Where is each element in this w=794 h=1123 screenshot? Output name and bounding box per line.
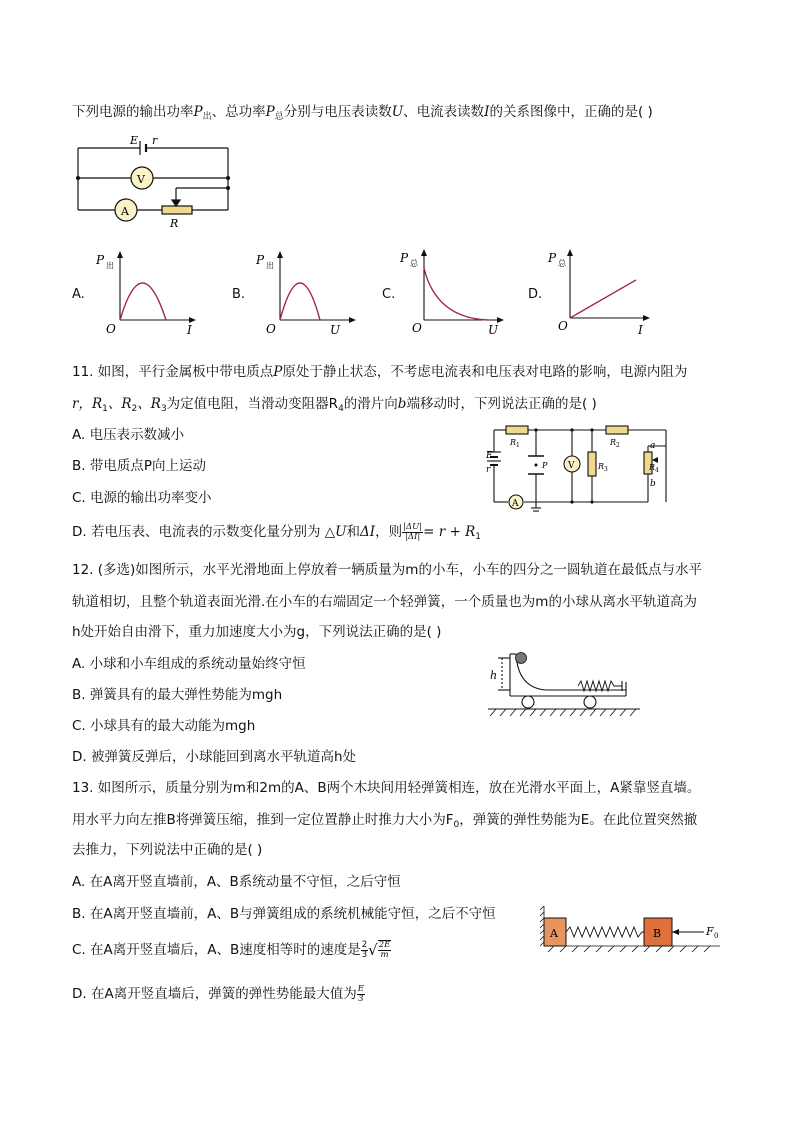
svg-text:O: O: [412, 321, 422, 335]
q12-option-c[interactable]: C. 小球具有的最大动能为mgh: [72, 718, 256, 734]
svg-text:总: 总: [558, 259, 566, 268]
svg-text:V: V: [568, 461, 575, 471]
q11-stem-line1: 11. 如图，平行金属板中带电质点P原处于静止状态，不考虑电流表和电压表对电路的影响，电源内阻为: [72, 364, 688, 380]
svg-text:O: O: [266, 322, 276, 336]
height-label: h: [490, 669, 498, 682]
svg-text:R: R: [610, 438, 617, 447]
q12-stem-line2: 轨道相切，且整个轨道表面光滑.在小车的右端固定一个轻弹簧，一个质量也为m的小球从离水平轨道高为: [72, 594, 697, 610]
svg-text:P: P: [542, 461, 548, 470]
block-a-label: A: [550, 927, 558, 940]
svg-text:O: O: [558, 319, 568, 333]
svg-text:1: 1: [516, 442, 520, 449]
svg-text:P: P: [548, 251, 557, 265]
svg-text:3: 3: [604, 466, 608, 473]
svg-text:P: P: [400, 251, 409, 265]
q12-option-a[interactable]: A. 小球和小车组成的系统动量始终守恒: [72, 656, 306, 672]
svg-text:P: P: [96, 253, 105, 267]
svg-text:总: 总: [410, 259, 418, 268]
svg-text:E: E: [486, 451, 493, 461]
svg-text:U: U: [330, 323, 341, 337]
q11-circuit-diagram: [484, 422, 694, 517]
svg-text:O: O: [106, 322, 116, 336]
q12-stem-line3: h处开始自由滑下，重力加速度大小为g，下列说法正确的是( ): [72, 624, 442, 640]
q11-option-a[interactable]: A. 电压表示数减小: [72, 427, 185, 443]
voltmeter-label: V: [137, 173, 145, 186]
svg-text:4: 4: [655, 467, 659, 474]
q12-cart-figure: [488, 648, 640, 718]
ammeter-label: A: [121, 205, 129, 218]
svg-text:P: P: [256, 253, 265, 267]
q12-option-d[interactable]: D. 被弹簧反弹后，小球能回到离水平轨道高h处: [72, 749, 357, 765]
q11-option-b[interactable]: B. 带电质点P向上运动: [72, 458, 206, 474]
q10-option-c-graph[interactable]: [400, 246, 510, 336]
q11-option-d[interactable]: D. 若电压表、电流表的示数变化量分别为 △U和ΔI，则 $\frac{|\Delta U|}{|\Delta I|}$ = $r + R_1$: [72, 521, 482, 542]
svg-text:a: a: [650, 441, 656, 451]
svg-text:b: b: [650, 479, 656, 489]
svg-text:R: R: [649, 463, 656, 472]
q13-stem-line1: 13. 如图所示，质量分别为m和2m的A、B两个木块间用轻弹簧相连，放在光滑水平面上，A紧靠竖直墙。: [72, 780, 701, 796]
q10-stem: 下列电源的输出功率$P_出$、总功率$P_总$分别与电压表读数U、电流表读数I的关系图像中，正确的是( ): [72, 104, 653, 122]
svg-text:I: I: [638, 323, 643, 337]
q13-option-c[interactable]: C. 在A离开竖直墙后，A、B速度相等时的速度是 $\frac{2}{3}$ √ $\frac{2E}{m}$: [72, 939, 391, 960]
internal-resistance-label: r: [152, 134, 158, 147]
q13-option-b[interactable]: B. 在A离开竖直墙前，A、B与弹簧组成的系统机械能守恒，之后不守恒: [72, 906, 496, 922]
svg-text:出: 出: [106, 261, 114, 270]
svg-text:r: r: [486, 465, 491, 475]
svg-text:R: R: [510, 438, 517, 447]
q13-stem-line3: 去推力，下列说法中正确的是( ): [72, 842, 263, 858]
svg-text:2: 2: [616, 442, 620, 449]
q11-option-c[interactable]: C. 电源的输出功率变小: [72, 490, 212, 506]
battery-emf-label: E: [130, 134, 139, 147]
q13-option-d[interactable]: D. 在A离开竖直墙后，弹簧的弹性势能最大值为 $\frac{E}{3}$: [72, 983, 364, 1004]
q13-option-a[interactable]: A. 在A离开竖直墙前，A、B系统动量不守恒，之后守恒: [72, 874, 401, 890]
q10-option-d-graph[interactable]: [548, 246, 658, 336]
q12-stem-line1: 12. (多选)如图所示，水平光滑地面上停放着一辆质量为m的小车，小车的四分之一圆轨道在最低点与水平: [72, 562, 702, 578]
q10-circuit-diagram: [72, 130, 237, 230]
q10-option-a-label[interactable]: A.: [72, 287, 85, 302]
q10-option-c-label[interactable]: C.: [382, 287, 396, 302]
svg-text:A: A: [512, 499, 519, 509]
svg-text:R: R: [598, 462, 605, 471]
svg-text:I: I: [187, 323, 192, 337]
q10-option-b-graph[interactable]: [252, 248, 362, 336]
q10-option-a-graph[interactable]: [92, 248, 202, 336]
svg-text:出: 出: [266, 261, 274, 270]
block-b-label: B: [653, 927, 662, 940]
q10-option-d-label[interactable]: D.: [528, 287, 543, 302]
rheostat-label: R: [170, 217, 179, 230]
q13-blocks-figure: [540, 902, 730, 954]
q10-option-b-label[interactable]: B.: [232, 287, 246, 302]
svg-text:U: U: [488, 323, 499, 337]
force-label: F: [706, 925, 714, 938]
svg-text:0: 0: [714, 932, 719, 940]
q13-stem-line2: 用水平力向左推B将弹簧压缩，推到一定位置静止时推力大小为$F_0$，弹簧的弹性势能为E。在此位置突然撤: [72, 812, 698, 830]
q11-stem-line2: r，$R_1$、$R_2$、$R_3$为定值电阻，当滑动变阻器$R_4$的滑片向b端移动时，下列说法正确的是( ): [72, 396, 597, 414]
q12-option-b[interactable]: B. 弹簧具有的最大弹性势能为mgh: [72, 687, 283, 703]
